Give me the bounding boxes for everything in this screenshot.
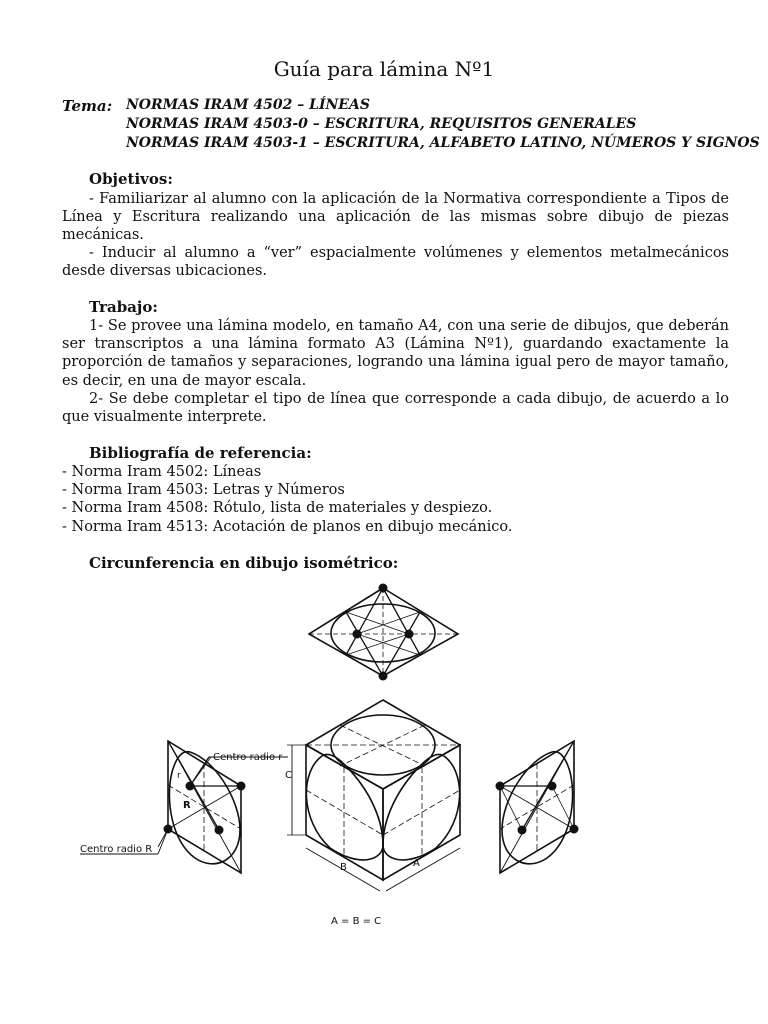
objetivos-item-2: - Inducir al alumno a “ver” espacialmente volúmenes y elementos metalmecánicos desde diversas ubicaciones.: [62, 245, 729, 280]
trabajo-item-1: 1- Se provee una lámina modelo, en tamaño A4, con una serie de dibujos, que deberán ser transcriptos a una lámina formato A3 (Lámina Nº1), guardando exactamente la proporción de tamaños y separaciones, logrando una lámina igual pero de mayor tamaño, es decir, en una de mayor escala.: [62, 318, 729, 389]
objetivos-heading: Objetivos:: [89, 170, 173, 188]
objetivos-item-1: - Familiarizar al alumno con la aplicación de la Normativa correspondiente a Tipos de Línea y Escritura realizando una aplicación de las mismas sobre dibujo de piezas mecánicas.: [62, 191, 729, 244]
tema-line-1: NORMAS IRAM 4502 – LÍNEAS: [126, 97, 370, 113]
bibliografia-item-3: - Norma Iram 4508: Rótulo, lista de materiales y despiezo.: [62, 500, 493, 517]
bibliografia-item-4: - Norma Iram 4513: Acotación de planos en dibujo mecánico.: [62, 518, 513, 535]
label-centro-radio-R: Centro radio R: [80, 844, 153, 855]
tema-line-3: NORMAS IRAM 4503-1 – ESCRITURA, ALFABETO LATINO, NÚMEROS Y SIGNOS: [126, 135, 760, 151]
figure-heading: Circunferencia en dibujo isométrico:: [89, 554, 399, 572]
right-rhombus-drawing: [500, 741, 574, 873]
page-title: Guía para lámina Nº1: [273, 57, 495, 81]
bibliografia-heading: Bibliografía de referencia:: [89, 444, 312, 462]
label-A: A: [413, 858, 420, 869]
top-rhombus-drawing: [309, 588, 458, 676]
tema-line-2: NORMAS IRAM 4503-0 – ESCRITURA, REQUISITOS GENERALES: [126, 116, 637, 132]
bibliografia-item-1: - Norma Iram 4502: Líneas: [62, 464, 262, 480]
label-centro-radio-r: Centro radio r: [213, 752, 283, 763]
bibliografia-item-2: - Norma Iram 4503: Letras y Números: [62, 482, 345, 499]
isometric-cube-drawing: [287, 700, 460, 891]
label-r: r: [177, 771, 181, 781]
trabajo-heading: Trabajo:: [89, 298, 158, 316]
caption-equality: A = B = C: [331, 916, 382, 927]
label-C: C: [285, 770, 292, 781]
tema-label: Tema:: [62, 97, 113, 115]
label-R: R: [183, 800, 191, 811]
trabajo-item-2: 2- Se debe completar el tipo de línea que corresponde a cada dibujo, de acuerdo a lo que visualmente interprete.: [62, 391, 729, 426]
label-B: B: [340, 862, 347, 873]
